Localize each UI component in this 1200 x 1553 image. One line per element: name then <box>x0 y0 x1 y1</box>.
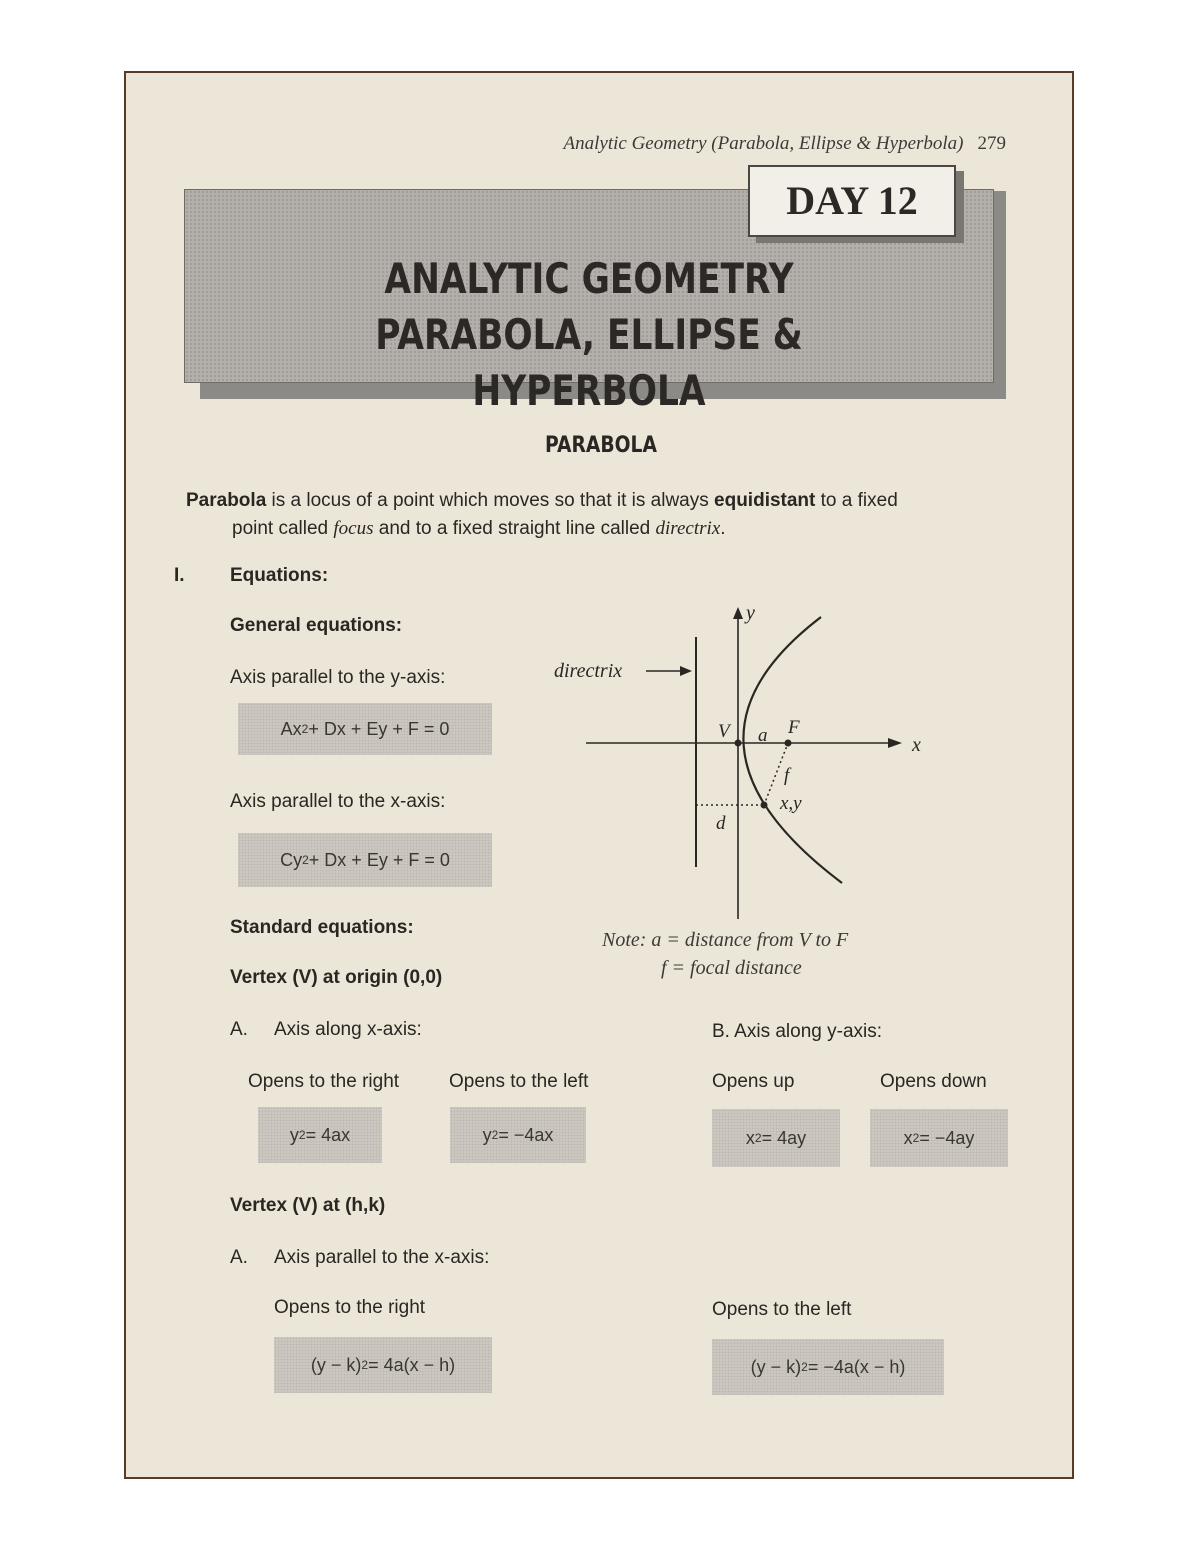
y-axis-label: y <box>746 602 755 624</box>
eq-part: x <box>903 1127 913 1148</box>
eq-part: y <box>482 1124 492 1145</box>
chapter-title-line2: PARABOLA, ELLIPSE & HYPERBOLA <box>375 310 803 415</box>
opens-left-label: Opens to the left <box>449 1071 589 1092</box>
eq-part: + Dx + Ey + F = 0 <box>308 718 450 739</box>
hk-opens-left-label: Opens to the left <box>712 1299 852 1320</box>
definition-text-5: . <box>720 518 726 539</box>
general-equations-heading: General equations: <box>230 615 403 636</box>
general-eq-x-axis <box>238 833 492 887</box>
parabola-curve <box>743 617 842 883</box>
directrix-pointer-arrow <box>680 666 692 676</box>
eq-hk-opens-right <box>274 1337 492 1393</box>
definition-keyword: equidistant <box>714 490 816 511</box>
eq-part: (y − k) <box>310 1354 362 1375</box>
f-distance-label: f <box>784 765 790 786</box>
eq-part: Ax <box>280 718 302 739</box>
definition-directrix: directrix <box>655 518 721 539</box>
x-axis-label: Axis parallel to the x-axis: <box>230 791 446 812</box>
roman-numeral: I. <box>174 565 185 586</box>
eq-part: = 4a(x − h) <box>368 1354 456 1375</box>
eq-hk-opens-left <box>712 1339 944 1395</box>
definition-paragraph <box>186 487 1026 543</box>
eq-exponent: 2 <box>302 853 309 867</box>
vertex-label: V <box>718 721 730 742</box>
note-line-1: Note: a = distance from V to F <box>602 929 849 951</box>
eq-part: = 4ay <box>761 1127 807 1148</box>
hk-vertex-heading: Vertex (V) at (h,k) <box>230 1195 386 1216</box>
textbook-page <box>124 71 1074 1479</box>
day-label: DAY 12 <box>748 165 956 237</box>
eq-opens-up <box>712 1109 840 1167</box>
focus-label: F <box>788 717 800 738</box>
general-eq-y-axis <box>238 703 492 755</box>
parabola-diagram <box>546 597 946 927</box>
opens-down-label: Opens down <box>880 1071 987 1092</box>
chapter-title-line1: ANALYTIC GEOMETRY <box>384 254 794 303</box>
running-header <box>564 133 1006 155</box>
definition-text-1: is a locus of a point which moves so that it is always <box>266 490 715 511</box>
y-axis-arrow <box>733 607 743 619</box>
eq-part: + Dx + Ey + F = 0 <box>308 849 450 870</box>
eq-exponent: 2 <box>298 1128 306 1142</box>
definition-text-4: and to a fixed straight line called <box>373 518 656 539</box>
directrix-label: directrix <box>554 660 623 682</box>
hk-opens-right-label: Opens to the right <box>274 1297 426 1318</box>
eq-part: = 4ax <box>305 1124 351 1145</box>
note-line-2: f = focal distance <box>661 957 802 979</box>
case-a2-letter: A. <box>230 1247 248 1268</box>
standard-equations-heading: Standard equations: <box>230 917 414 938</box>
eq-exponent: 2 <box>361 1358 369 1372</box>
origin-vertex-heading: Vertex (V) at origin (0,0) <box>230 967 443 988</box>
opens-up-label: Opens up <box>712 1071 795 1092</box>
definition-text-2: to a fixed <box>815 490 898 511</box>
d-distance-label: d <box>716 813 726 834</box>
x-axis-label: x <box>912 734 921 756</box>
eq-part: = −4a(x − h) <box>807 1356 906 1377</box>
eq-exponent: 2 <box>754 1131 762 1145</box>
y-axis-label: Axis parallel to the y-axis: <box>230 667 446 688</box>
x-axis-arrow <box>888 738 902 748</box>
eq-part: = −4ax <box>498 1124 554 1145</box>
eq-opens-left <box>450 1107 586 1163</box>
opens-right-label: Opens to the right <box>248 1071 400 1092</box>
chapter-title <box>257 251 921 419</box>
point-label: x,y <box>780 793 802 814</box>
eq-part: x <box>745 1127 755 1148</box>
case-a2-label: Axis parallel to the x-axis: <box>274 1247 490 1268</box>
eq-part: Cy <box>280 849 303 870</box>
eq-opens-down <box>870 1109 1008 1167</box>
case-a-letter: A. <box>230 1019 248 1040</box>
case-a-label: Axis along x-axis: <box>274 1019 422 1040</box>
eq-exponent: 2 <box>301 722 309 736</box>
running-title: Analytic Geometry (Parabola, Ellipse & Hyperbola) <box>563 133 964 154</box>
eq-part: = −4ay <box>919 1127 975 1148</box>
a-label: a <box>758 725 768 746</box>
eq-exponent: 2 <box>491 1128 499 1142</box>
eq-part: (y − k) <box>750 1356 802 1377</box>
eq-opens-right <box>258 1107 382 1163</box>
page-number: 279 <box>977 133 1006 154</box>
definition-focus: focus <box>333 518 374 539</box>
case-b-label: B. Axis along y-axis: <box>712 1021 883 1042</box>
eq-exponent: 2 <box>912 1131 920 1145</box>
section-title: PARABOLA <box>545 433 657 458</box>
definition-term: Parabola <box>186 490 267 511</box>
eq-part: y <box>289 1124 299 1145</box>
definition-text-3: point called <box>232 518 334 539</box>
vertex-point <box>735 740 742 747</box>
equations-heading: Equations: <box>230 565 329 586</box>
eq-exponent: 2 <box>801 1360 808 1374</box>
